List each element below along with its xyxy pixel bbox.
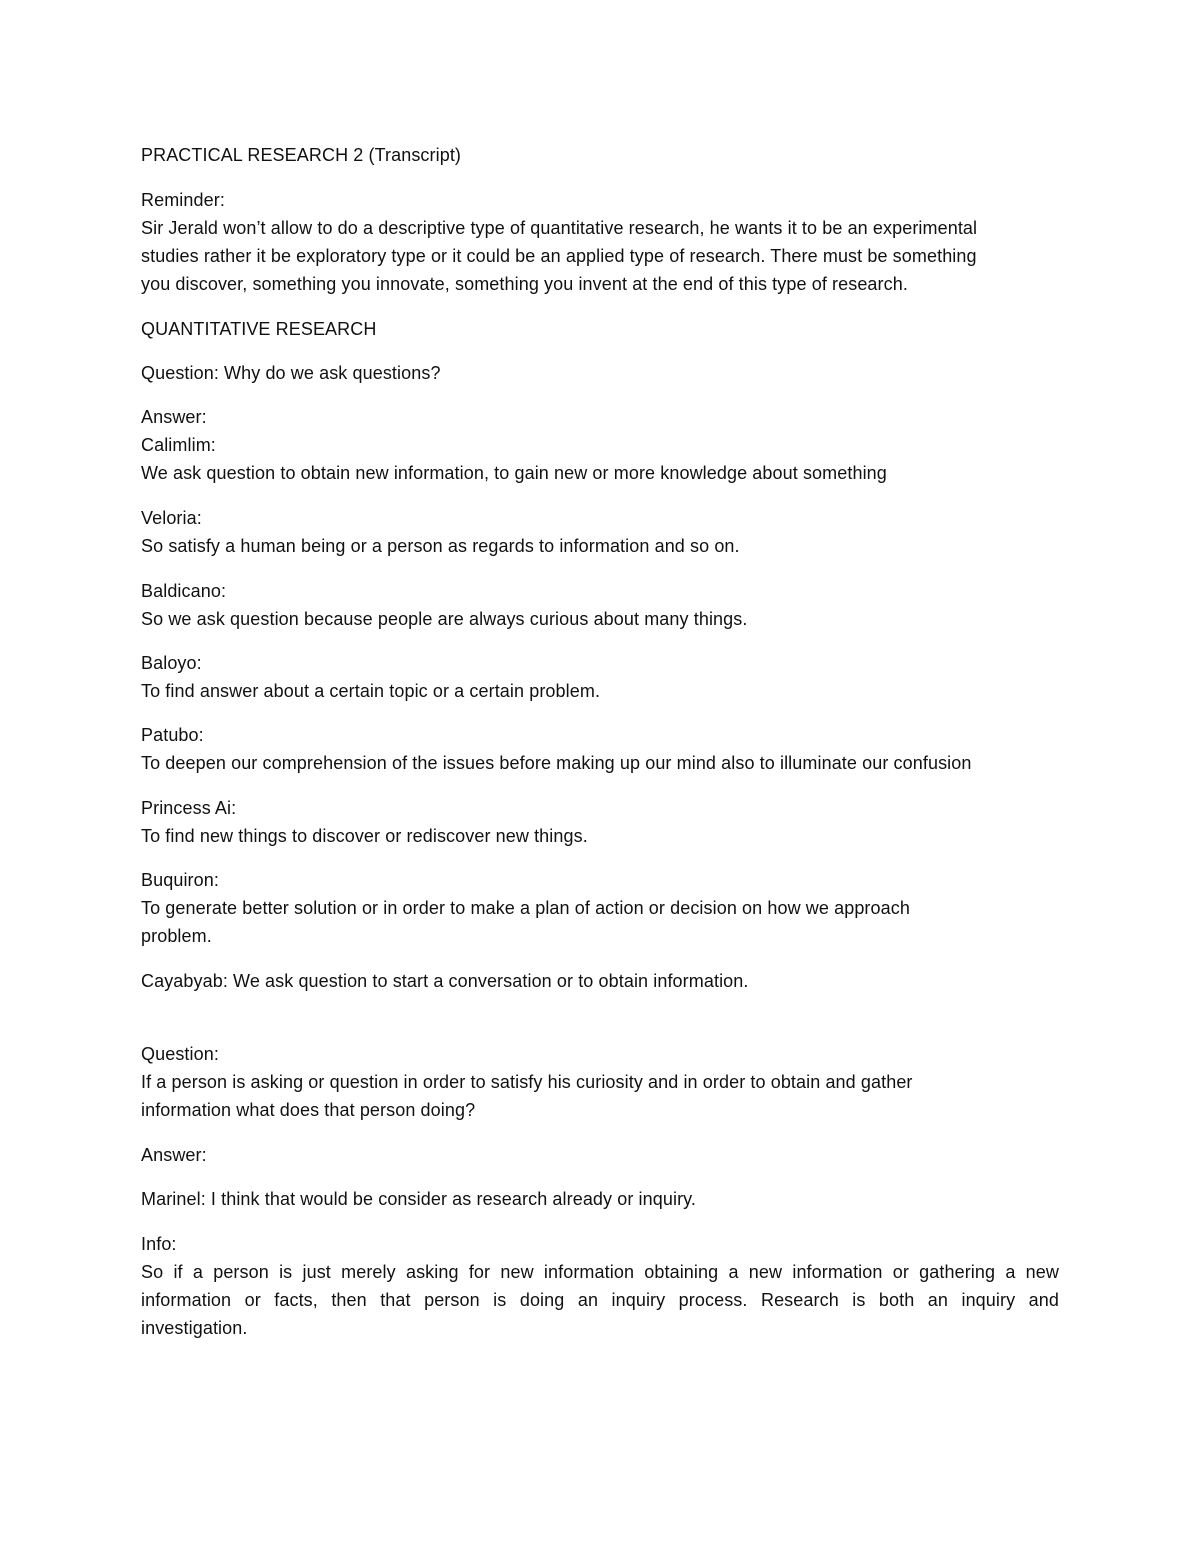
info-label: Info: <box>141 1234 177 1254</box>
question-2-line: If a person is asking or question in order to satisfy his curiosity and in order to obtain and gather <box>141 1072 913 1092</box>
answer-text: So we ask question because people are always curious about many things. <box>141 609 748 629</box>
answer-label: Answer: <box>141 407 207 427</box>
answer-2-label: Answer: <box>141 1145 207 1165</box>
reminder-line: studies rather it be exploratory type or it could be an applied type of research. There must be something <box>141 246 977 266</box>
answer-text: To find answer about a certain topic or a certain problem. <box>141 681 601 701</box>
answer-speaker: Veloria: <box>141 508 202 528</box>
reminder-line: you discover, something you innovate, something you invent at the end of this type of research. <box>141 274 908 294</box>
info-line: information or facts, then that person is doing an inquiry process. Research is both an inquiry and <box>141 1290 1059 1310</box>
info-line: investigation. <box>141 1318 248 1338</box>
section-heading: QUANTITATIVE RESEARCH <box>141 319 377 339</box>
answer-text: To find new things to discover or rediscover new things. <box>141 826 588 846</box>
answer-text: So satisfy a human being or a person as regards to information and so on. <box>141 536 740 556</box>
answer-speaker: Princess Ai: <box>141 798 237 818</box>
answer-speaker: Buquiron: <box>141 870 219 890</box>
document-title: PRACTICAL RESEARCH 2 (Transcript) <box>141 145 462 165</box>
answer-cayabyab: Cayabyab: We ask question to start a conversation or to obtain information. <box>141 971 749 991</box>
answer-text: To deepen our comprehension of the issues before making up our mind also to illuminate our confusion <box>141 753 972 773</box>
info-line: So if a person is just merely asking for new information obtaining a new information or gathering a new <box>141 1262 1059 1282</box>
question-1: Question: Why do we ask questions? <box>141 363 441 383</box>
answer-text: To generate better solution or in order to make a plan of action or decision on how we approach <box>141 898 910 918</box>
answer-speaker: Calimlim: <box>141 435 216 455</box>
answer-speaker: Patubo: <box>141 725 204 745</box>
reminder-label: Reminder: <box>141 190 225 210</box>
answer-speaker: Baloyo: <box>141 653 202 673</box>
answer-text: problem. <box>141 926 212 946</box>
question-2-line: information what does that person doing? <box>141 1100 476 1120</box>
answer-marinel: Marinel: I think that would be consider as research already or inquiry. <box>141 1189 697 1209</box>
question-2-label: Question: <box>141 1044 219 1064</box>
answer-text: We ask question to obtain new information, to gain new or more knowledge about something <box>141 463 887 483</box>
reminder-line: Sir Jerald won’t allow to do a descriptive type of quantitative research, he wants it to be an experimental <box>141 218 978 238</box>
answer-speaker: Baldicano: <box>141 581 227 601</box>
